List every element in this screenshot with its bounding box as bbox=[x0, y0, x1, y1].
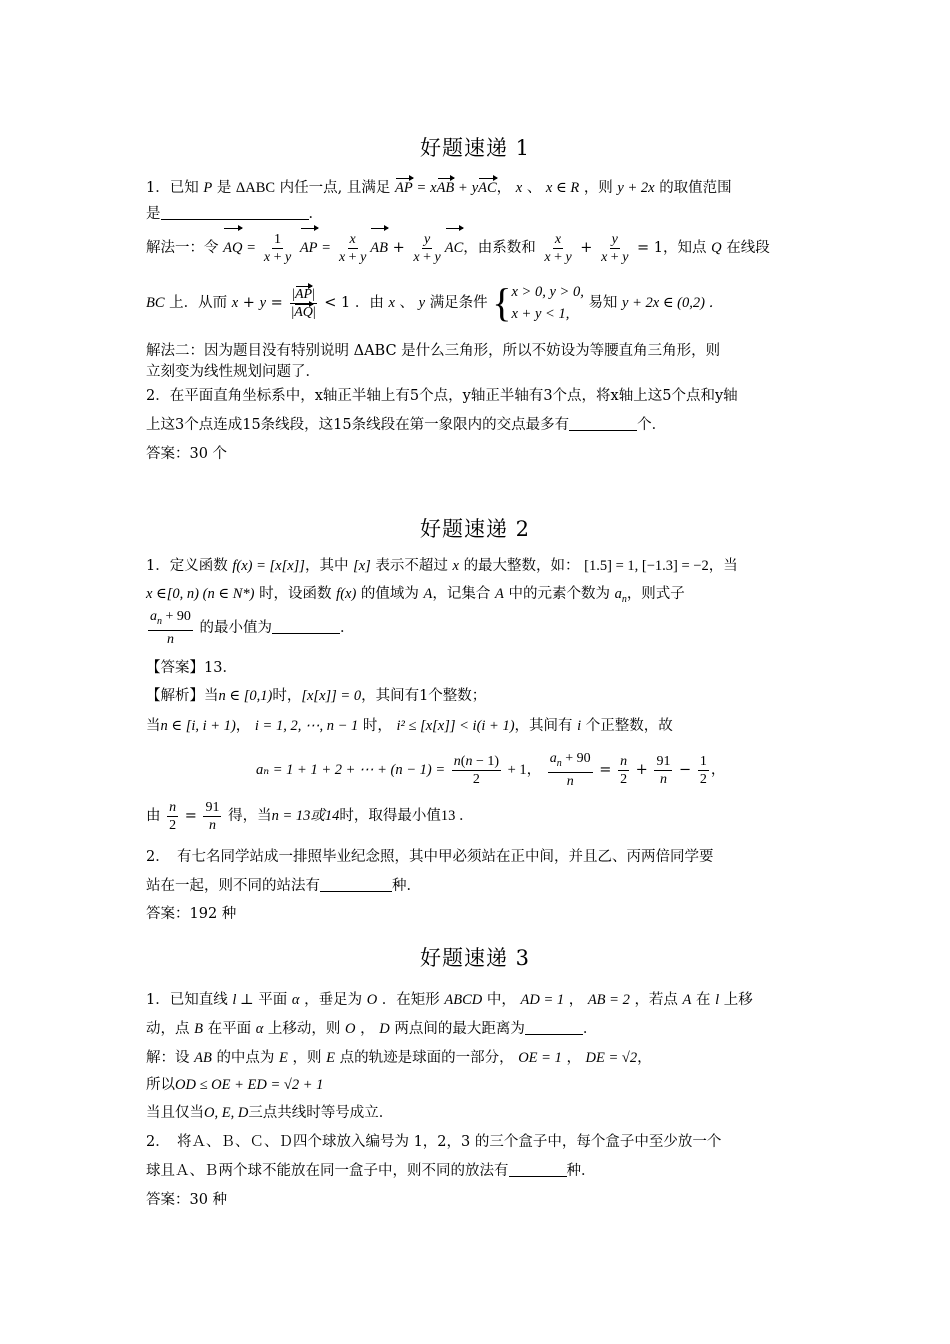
s2-q1-answer: 【答案】13． bbox=[146, 660, 237, 676]
section-2-title: 好题速递 2 bbox=[419, 517, 531, 541]
s2-q1-line1: 1．定义函数 f(x) = [x[x]]，其中 [x] 表示不超过 x 的最大整数，如： [1.5] = 1, [−1.3] = −2，当 bbox=[146, 558, 738, 574]
s1-sol2-line1: 解法二：因为题目没有特别说明 ΔABC 是什么三角形，所以不妨设为等腰直角三角形，则 bbox=[146, 343, 721, 359]
answer-blank bbox=[509, 1162, 567, 1177]
s2-q1-analysis-2: 当n ∈ [i, i + 1)， i = 1, 2, ⋯, n − 1 时， i² ≤ [x[x]] < i(i + 1)，其间有 i 个正整数，故 bbox=[146, 718, 673, 734]
s3-q1-solution-3: 当且仅当O, E, D三点共线时等号成立． bbox=[146, 1105, 394, 1121]
s1-q2-line2: 上这3个点连成15条线段，这15条线段在第一象限内的交点最多有 个． bbox=[146, 417, 667, 433]
s3-q2-answer: 答案：30 种 bbox=[146, 1192, 228, 1208]
answer-blank bbox=[569, 416, 637, 431]
s2-q1-analysis-1: 【解析】当n ∈ [0,1)时，[x[x]] = 0，其间有1个整数； bbox=[146, 688, 487, 704]
s2-q2-line1: 2． 有七名同学站成一排照毕业纪念照，其中甲必须站在正中间，并且乙、丙两倍同学要 bbox=[146, 849, 714, 865]
s2-q1-analysis-3: aₙ = 1 + 1 + 2 + ⋯ + (n − 1) = $\frac{n(n - 1)}{2}$ + 1， $\frac{a_n + 90}{n}$ = $\frac{n}{2}$ + $\frac{91}{n}$ − $\frac{1}{2}$ ， bbox=[256, 751, 726, 789]
s1-sol1-line2: BC 上．从而 x + y = $\frac{|AP|}{|AQ|}$ < 1 ．由 x 、 y 满足条件 { x > 0, y > 0, x + y < 1, 易知 y + 2x ∈ (0,2) ． bbox=[146, 280, 724, 325]
s2-q1-analysis-4: 由 $\frac{n}{2}$ = $\frac{91}{n}$ 得，当n = 13或14时，取得最小值13 ． bbox=[146, 799, 474, 833]
s1-sol1-line1: 解法一：令 AQ = $\frac{1}{x + y}$ AP = $\frac{x}{x + y}$ AB + $\frac{y}{x + y}$ AC，由系数和 $\frac{x}{x + y}$ + $\frac{y}{x + y}$ = 1，知点 Q 在线段 bbox=[146, 228, 770, 268]
section-3-title: 好题速递 3 bbox=[419, 946, 531, 970]
s1-q2-answer: 答案：30 个 bbox=[146, 446, 228, 462]
answer-blank bbox=[320, 877, 392, 892]
s1-q2-line1: 2．在平面直角坐标系中，x轴正半轴上有5个点，y轴正半轴有3个点，将x轴上这5个点和y轴 bbox=[146, 388, 738, 404]
s3-q2-line1: 2． 将Ａ、Ｂ、Ｃ、Ｄ四个球放入编号为 1，2，3 的三个盒子中，每个盒子中至少放一个 bbox=[146, 1134, 722, 1150]
answer-blank bbox=[272, 619, 340, 634]
s3-q1-solution-1: 解：设 AB 的中点为 E ，则 E 点的轨迹是球面的一部分， OE = 1 ， DE = √2， bbox=[146, 1050, 652, 1066]
s1-q1-line2: 是 ． bbox=[146, 206, 323, 222]
s2-q1-line3: $\frac{a_n + 90}{n}$ 的最小值为 ． bbox=[150, 609, 355, 647]
section-1-title: 好题速递 1 bbox=[419, 136, 531, 160]
s3-q2-line2: 球且Ａ、Ｂ两个球不能放在同一盒子中，则不同的放法有 种． bbox=[146, 1163, 596, 1179]
answer-blank bbox=[161, 205, 309, 220]
s2-q2-answer: 答案：192 种 bbox=[146, 906, 237, 922]
s3-q1-solution-2: 所以OD ≤ OE + ED = √2 + 1 bbox=[146, 1077, 324, 1093]
s1-sol2-line2: 立刻变为线性规划问题了． bbox=[146, 364, 320, 380]
s2-q1-line2: x ∈[0, n) (n ∈ N*) 时，设函数 f(x) 的值域为 A，记集合 A 中的元素个数为 $a_n$，则式子 bbox=[146, 586, 685, 605]
answer-blank bbox=[525, 1020, 583, 1035]
s1-q1-line1: 1．已知 P 是 ΔABC 内任一点, 且满足 AP = xAB + yAC， x 、 x ∈ R ，则 y + 2x 的取值范围 bbox=[146, 180, 732, 196]
s3-q1-line1: 1．已知直线 l ⊥ 平面 α ，垂足为 O ．在矩形 ABCD 中， AD = 1 ， AB = 2 ，若点 A 在 l 上移 bbox=[146, 992, 753, 1008]
s3-q1-line2: 动，点 B 在平面 α 上移动，则 O ， D 两点间的最大距离为 ． bbox=[146, 1021, 598, 1037]
s2-q2-line2: 站在一起，则不同的站法有 种． bbox=[146, 878, 421, 894]
